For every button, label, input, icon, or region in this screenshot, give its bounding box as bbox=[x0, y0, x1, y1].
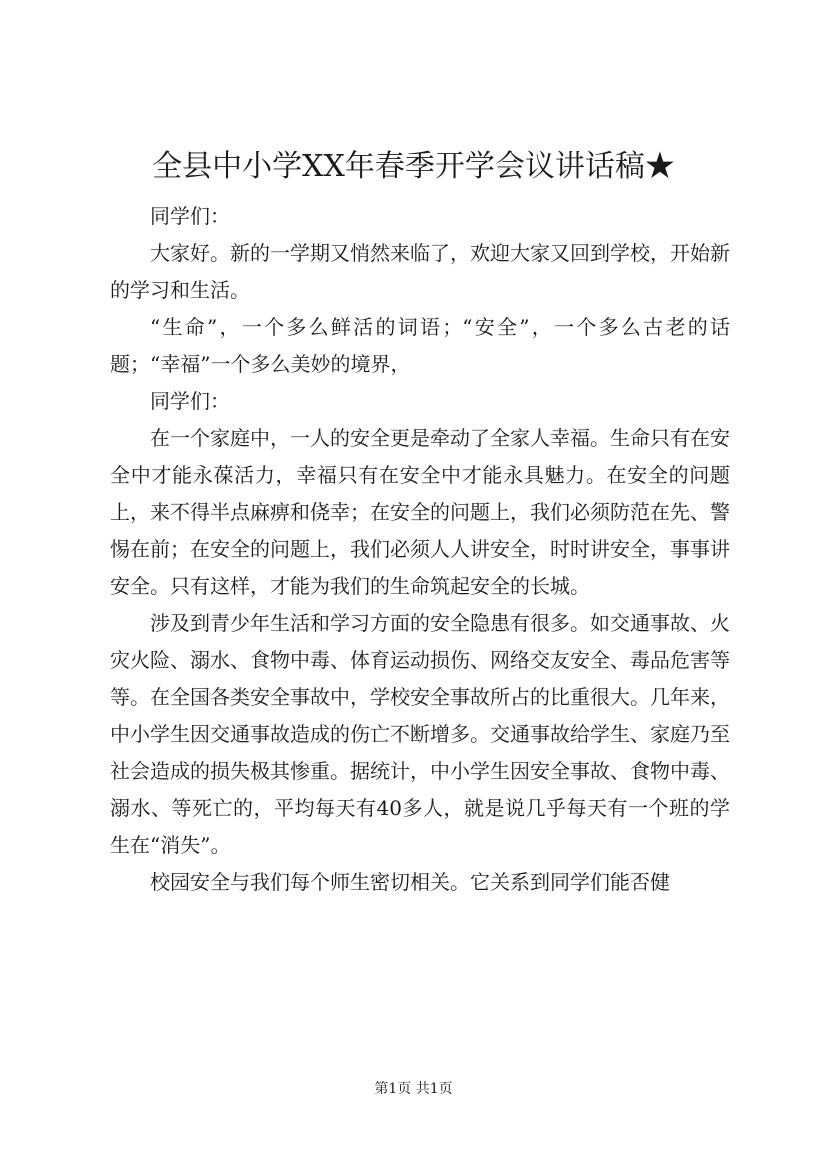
paragraph-greeting: 同学们： bbox=[150, 204, 230, 228]
paragraph-welcome: 大家好。新的一学期又悄然来临了，欢迎大家又回到学校，开始新的学习和生活。 bbox=[110, 241, 730, 302]
paragraph-hazards: 涉及到青少年生活和学习方面的安全隐患有很多。如交通事故、火灾火险、溺水、食物中毒、体育运动损伤、网络交友安全、毒品危害等等。在全国各类安全事故中，学校安全事故所占的比重很大。几年来，中小学生因交通事故造成的伤亡不断增多。交通事故给学生、家庭乃至社会造成的损失极其惨重。据统计，中小学生因安全事故、食物中毒、溺水、等死亡的，平均每天有40多人，就是说几乎每天有一个班的学生在“消失”。 bbox=[110, 611, 730, 857]
paragraph-family-safety: 在一个家庭中，一人的安全更是牵动了全家人幸福。生命只有在安全中才能永葆活力，幸福只有在安全中才能永具魅力。在安全的问题上，来不得半点麻痹和侥幸；在安全的问题上，我们必须防范在先、警惕在前；在安全的问题上，我们必须人人讲安全，时时讲安全，事事讲安全。只有这样，才能为我们的生命筑起安全的长城。 bbox=[110, 426, 730, 598]
paragraph-greeting-2: 同学们： bbox=[150, 389, 230, 413]
document-title: 全县中小学XX年春季开学会议讲话稿★ bbox=[152, 149, 675, 184]
page-footer: 第1页 共1页 bbox=[374, 1081, 453, 1097]
paragraph-campus-safety: 校园安全与我们每个师生密切相关。它关系到同学们能否健 bbox=[150, 870, 670, 894]
paragraph-life-safety: “生命”，一个多么鲜活的词语；“安全”，一个多么古老的话题；“幸福”一个多么美妙的境界， bbox=[110, 315, 730, 376]
document-body bbox=[110, 198, 730, 901]
